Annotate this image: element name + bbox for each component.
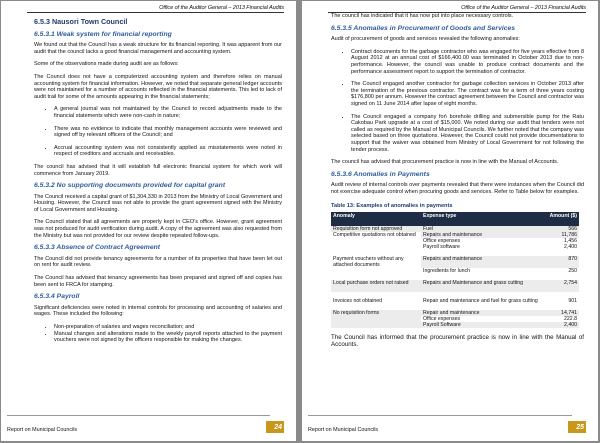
expense-cell: Ingredients for lunch — [421, 268, 545, 280]
anomaly-cell: Competitive quotations not obtained — [331, 232, 421, 250]
expense-cell: Office expenses — [421, 316, 545, 322]
list-item: • Manual changes and alterations made to the weekly payroll reports attached to the payment vouchers were not signed by the officers responsible for making the changes. — [54, 331, 282, 344]
paragraph: We found out that the Council has a weak structure for its financial reporting. It was apparent from our audit that the council lacks a good financial management and accounting system. — [34, 42, 282, 55]
page-24 — [1, 1, 296, 441]
anomaly-cell: Invoices not obtained — [331, 298, 421, 304]
table-row — [331, 280, 579, 292]
anomaly-cell: Payment vouchers without any attached documents — [331, 256, 421, 280]
paragraph: The Council does not have a computerized accounting system and therefore relies on manual accounting system for financial information. However, we noted that separate general ledger accounts were not maintained for a number of accounts reflected in the financial statements. This led to lack of audit trail for some of the amounts appearing in the financial statements; — [34, 73, 282, 100]
expense-cell: Fuel — [421, 226, 545, 232]
amount-cell: 222.8 — [545, 316, 579, 322]
expense-cell: Payroll software — [421, 244, 545, 250]
list-item: • Contract documents for the garbage contractor who was engaged for five years effective from 8 August 2012 at an annual cost of $166,400.00 was terminated in October 2013 due to non-performance. However, the council was unable to produce contract documents and the performance assessment report to support the termination of contractor. — [351, 49, 584, 75]
paragraph: The council has advised that it will establish full electronic financial system for which work will commence from January 2019. — [34, 163, 282, 177]
page-header: Office of the Auditor General – 2013 Financial Audits — [328, 5, 586, 13]
subsection-title: 6.5.3.3 Absence of Contract Agreement — [34, 244, 161, 252]
expense-cell: Office expenses — [421, 238, 545, 244]
amount-cell: 250 — [545, 268, 579, 280]
subsection-title: 6.5.3.5 Anomalies in Procurement of Goods and Services — [331, 24, 516, 32]
amount-cell: 11,786 — [545, 232, 579, 238]
anomaly-cell: Requisition form not approved — [331, 226, 421, 232]
paragraph: Audit review of internal controls over payments revealed that there were instances when the Council did not exercise adequate control when procuring goods and services. Refer to Table below for examples. — [331, 182, 584, 195]
paragraph: The Council stated that all agreements are properly kept in CEO’s office. However, grant agreement was not produced for audit verification during audit. A copy of the agreement was also requested from the Ministry but was not provided for our review despite repeated follow-ups. — [34, 219, 282, 239]
expense-cell: Repairs and maintenance — [421, 232, 545, 238]
expense-cell: Repair and maintenance and fuel for grass cutting — [421, 298, 545, 304]
footer-rule — [308, 415, 572, 416]
subsection-title: 6.5.3.2 No supporting documents provided for capital grant — [34, 182, 226, 190]
paragraph: Significant deficiencies were noted in internal controls for processing and accounting of salaries and wages. These included the following: — [34, 304, 282, 318]
paragraph: The council has indicated that it has now put into place necessary controls. — [331, 13, 514, 19]
expense-cell: Repairs and Maintenance and grass cutting — [421, 280, 545, 292]
expense-cell: Repairs and maintenance — [421, 256, 545, 268]
bullet-list — [34, 106, 282, 158]
amount-cell: 870 — [545, 256, 579, 268]
subsection-title: 6.5.3.4 Payroll — [34, 293, 80, 301]
list-item: • A general journal was not maintained by the Council to record adjustments made to the financial statements which were non-cash in nature; — [54, 106, 282, 119]
list-item: • Non-preparation of salaries and wages reconciliation; and — [54, 324, 282, 331]
table-row — [331, 256, 579, 268]
amount-cell: 1,456 — [545, 238, 579, 244]
subsection-title: 6.5.3.1 Weak system for financial reporting — [34, 30, 172, 38]
paragraph: Some of the observations made during audit are as follows: — [34, 61, 179, 68]
list-item: • The Council engaged another contractor for garbage collection services in October 2013 after the termination of the previous contractor. The contract was for a term of three years costing $176,800 per annum. However the contract agreement between the Council and contractor was signed on 11 June 2014 after lapse of eight months. — [351, 81, 584, 107]
amount-cell: 901 — [545, 298, 579, 304]
page-footer — [7, 421, 284, 433]
column-header: Anomaly — [331, 212, 421, 226]
amount-cell: 2,754 — [545, 280, 579, 292]
footer-label: Report on Municipal Councils — [308, 427, 379, 433]
paragraph: The Council has advised that tenancy agreements has been prepared and signed off and copies has been sent to FRCA for stamping. — [34, 275, 282, 288]
expense-cell: Payroll Software — [421, 322, 545, 328]
section-title: 6.5.3 Nausori Town Council — [34, 17, 128, 26]
paragraph: The Council has informed that the procurement practice is now in line with the Manual of Accounts. — [331, 334, 584, 349]
column-header: Amount ($) — [545, 212, 579, 226]
list-item: • The Council engaged a company for\ borehole drilling and submersible pump for the Ratu Cakobau Park upgrade at a cost of $15,000. We noted during our audit that tenders were not called as required by the Manual of Municipal Councils. We further noted that the company was selected based on three quotations. However, the Council could not provide documentations to support that the waiver was obtained from Ministry of Local Government for not following the tender process. — [351, 114, 584, 154]
subsection-title: 6.5.3.6 Anomalies in Payments — [331, 170, 430, 178]
paragraph: Audit of procurement of goods and services revealed the following anomalies: — [331, 36, 520, 43]
expense-cell: Repair and maintenance — [421, 310, 545, 316]
amount-cell: 14,741 — [545, 310, 579, 316]
table-caption: Table 13: Examples of anomalies in payments — [331, 203, 453, 210]
page-footer — [308, 421, 586, 433]
amount-cell: 2,400 — [545, 322, 579, 328]
list-item: • There was no evidence to indicate that monthly management accounts were reviewed and signed off by relevant officers of the Council; and — [54, 126, 282, 139]
amount-cell: 566 — [545, 226, 579, 232]
footer-rule — [7, 415, 270, 416]
anomaly-cell: No requisition forms — [331, 310, 421, 328]
page-number-badge: 25 — [568, 421, 586, 433]
bullet-list — [331, 49, 584, 153]
page-content — [331, 13, 584, 354]
paragraph: The Council did not provide tenancy agreements for a number of its properties that have been let out on rent for audit review. — [34, 255, 282, 269]
page-number-badge: 24 — [266, 421, 284, 433]
paragraph: The council has advised that procurement practice is now in line with the Manual of Accounts. — [331, 159, 559, 166]
table-header-row — [331, 212, 579, 226]
footer-label: Report on Municipal Councils — [7, 427, 78, 433]
page-25 — [302, 1, 598, 441]
page-content — [34, 15, 282, 350]
bullet-list — [34, 324, 282, 344]
list-item: • Accrual accounting system was not consistently applied as misstatements were noted in respect of creditors and accruals and receivables. — [54, 145, 282, 158]
anomaly-cell: Local purchase orders not raised — [331, 280, 421, 292]
anomalies-table — [331, 212, 579, 328]
column-header: Expense type — [421, 212, 545, 226]
paragraph: The Council received a capital grant of $1,304,330 in 2013 from the Ministry of Local Government and Housing. However, the Council was not able to provide the grant agreement signed with the Ministry of Local Government and Housing. — [34, 193, 282, 213]
amount-cell: 2,400 — [545, 244, 579, 250]
page-header: Office of the Auditor General – 2013 Financial Audits — [27, 5, 284, 13]
